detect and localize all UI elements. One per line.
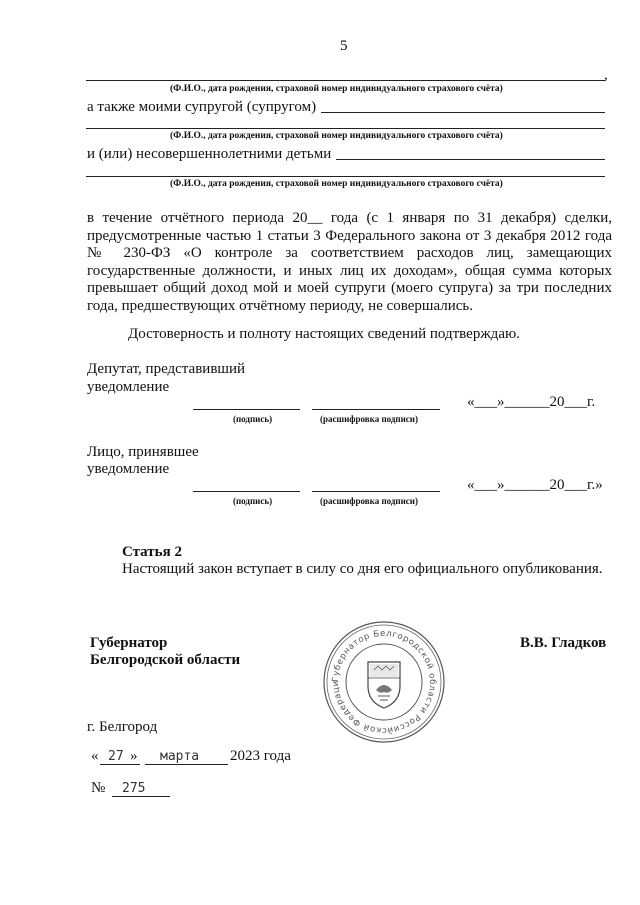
governor-title-2: Белгородской области	[90, 652, 241, 668]
deputy-signature-line	[193, 409, 300, 410]
fio-caption-1: (Ф.И.О., дата рождения, страховой номер индивидуального страхового счёта)	[170, 84, 503, 94]
number-symbol: №	[91, 780, 106, 796]
seal-ring-text: Губернатор Белгородской области Российской Федераци	[330, 628, 438, 736]
governor-title-1: Губернатор	[90, 635, 168, 651]
number-value: 275	[122, 781, 146, 796]
receiver-label-2: уведомление	[87, 461, 170, 477]
date-day: 27	[108, 749, 124, 764]
deputy-label-1: Депутат, представивший	[87, 361, 246, 377]
receiver-decode-line	[312, 491, 440, 492]
spouse-fill-line	[321, 112, 605, 113]
deputy-decode-caption: (расшифровка подписи)	[320, 414, 418, 424]
date-month-line	[145, 764, 228, 765]
fio-line-2	[86, 128, 605, 129]
confirmation-text: Достоверность и полноту настоящих сведений подтверждаю.	[128, 326, 520, 342]
deputy-decode-line	[312, 409, 440, 410]
article-text: Настоящий закон вступает в силу со дня его официального опубликования.	[122, 561, 603, 577]
fio-caption-2: (Ф.И.О., дата рождения, страховой номер индивидуального страхового счёта)	[170, 131, 503, 141]
date-month: марта	[160, 749, 200, 764]
fio-line-1	[86, 80, 605, 81]
date-close-quote: »	[130, 748, 138, 764]
article-title: Статья 2	[122, 544, 182, 560]
number-line	[112, 796, 170, 797]
children-fill-line	[336, 159, 605, 160]
page-number: 5	[340, 38, 348, 54]
place-text: г. Белгород	[87, 719, 158, 735]
children-label: и (или) несовершеннолетними детьми	[87, 146, 332, 162]
deputy-signature-caption: (подпись)	[233, 414, 273, 424]
receiver-date: «___»______20___г.»	[467, 477, 603, 493]
official-seal	[322, 620, 446, 744]
fio-line-3	[86, 176, 605, 177]
date-year: 2023 года	[230, 748, 291, 764]
receiver-signature-line	[193, 491, 300, 492]
governor-name: В.В. Гладков	[520, 635, 607, 651]
deputy-label-2: уведомление	[87, 379, 170, 395]
main-paragraph: в течение отчётного периода 20__ года (с 1 января по 31 декабря) сделки, предусмотренные частью 1 статьи 3 Федерального закона от 3 декабря 2012 года № 230-ФЗ «О контроле за соответствием расходов лиц, замещающих государственные должности, и иных лиц их доходам», общая сумма которых превышает общий доход мой и моей супруги (моего супруга) за три последних года, предшествующих отчётному периоду, не совершались.	[87, 210, 612, 314]
seal-graphic	[322, 620, 446, 744]
date-open-quote: «	[91, 748, 99, 764]
date-day-line	[100, 764, 140, 765]
receiver-signature-caption: (подпись)	[233, 496, 273, 506]
deputy-date: «___»______20___г.	[467, 394, 596, 410]
fio-caption-3: (Ф.И.О., дата рождения, страховой номер индивидуального страхового счёта)	[170, 179, 503, 189]
spouse-label: а также моими супругой (супругом)	[87, 99, 317, 115]
receiver-label-1: Лицо, принявшее	[87, 444, 199, 460]
receiver-decode-caption: (расшифровка подписи)	[320, 496, 418, 506]
trailing-comma: ,	[604, 67, 608, 83]
